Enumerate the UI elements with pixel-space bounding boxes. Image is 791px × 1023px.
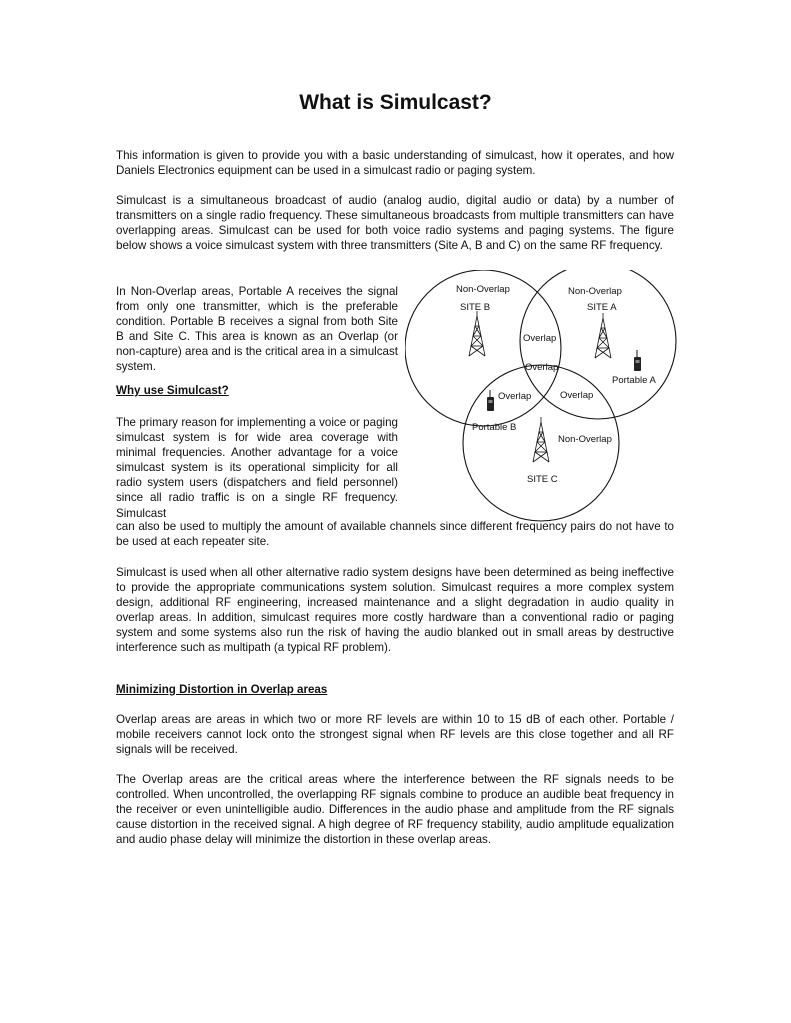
label-non-overlap-a: Non-Overlap bbox=[568, 286, 622, 297]
label-site-a: SITE A bbox=[587, 302, 617, 313]
portable-b-radio-icon bbox=[487, 390, 494, 411]
label-non-overlap-c: Non-Overlap bbox=[558, 434, 612, 445]
label-portable-a: Portable A bbox=[612, 375, 656, 386]
label-overlap-ac: Overlap bbox=[560, 390, 594, 401]
overlap-interference-paragraph: The Overlap areas are the critical areas where the interference between the RF signals needs to be controlled. When uncontrolled, the overlapping RF signals combine to produce an audible beat frequency in the receiver or even unintelligible audio. Differences in the audio phase and amplitude from the RF signals cause distortion in the received signal. A high degree of RF frequency stability, audio amplitude equalization and audio phase delay will minimize the distortion in these overlap areas. bbox=[116, 773, 674, 847]
label-overlap-ab: Overlap bbox=[523, 333, 557, 344]
site-a-tower-icon bbox=[595, 313, 611, 358]
why-simulcast-paragraph-continued: can also be used to multiply the amount of available channels since different frequency pairs do not have to be used at each repeater site. bbox=[116, 520, 674, 549]
label-overlap-center: Overlap bbox=[525, 362, 559, 373]
label-non-overlap-b: Non-Overlap bbox=[456, 284, 510, 295]
site-c-tower-icon bbox=[533, 417, 549, 462]
simulcast-definition-paragraph: Simulcast is a simultaneous broadcast of audio (analog audio, digital audio or data) by a number of transmitters on a single radio frequency. These simultaneous broadcasts from multiple transmitters can have overlapping areas. Simulcast can be used for both voice radio systems and paging systems. The figure below shows a voice simulcast system with three transmitters (Site A, B and C) on the same RF frequency. bbox=[116, 194, 674, 253]
heading-minimizing-distortion: Minimizing Distortion in Overlap areas bbox=[116, 683, 328, 696]
label-site-c: SITE C bbox=[527, 474, 558, 485]
why-simulcast-paragraph: The primary reason for implementing a voice or paging simulcast system is for wide area coverage with minimal frequencies. Another advantage for a voice simulcast system is its operational simplicity for all radio system users (dispatchers and field personnel) since all radio traffic is on a single RF frequency. Simulcast bbox=[116, 416, 398, 520]
overlap-explanation-paragraph: In Non-Overlap areas, Portable A receives the signal from only one transmitter, which is the preferable condition. Portable B receives a signal from both Site B and Site C. This area is known as an Overlap (or non-capture) area and is the critical area in a simulcast system. bbox=[116, 285, 398, 374]
page-title: What is Simulcast? bbox=[299, 91, 492, 114]
simulcast-tradeoffs-paragraph: Simulcast is used when all other alternative radio system designs have been determined as being ineffective to provide the appropriate communications system solution. Simulcast requires a more complex system design, additional RF engineering, increased maintenance and a slight degradation in audio quality in overlap areas. In addition, simulcast requires more costly hardware than a conventional radio or paging system and some systems also run the risk of having the audio blanked out in small areas by destructive interference such as multipath (a typical RF problem). bbox=[116, 566, 674, 655]
intro-paragraph: This information is given to provide you with a basic understanding of simulcast, how it operates, and how Daniels Electronics equipment can be used in a simulcast radio or paging system. bbox=[116, 149, 674, 178]
label-overlap-bc: Overlap bbox=[498, 391, 532, 402]
simulcast-coverage-diagram bbox=[405, 270, 685, 530]
site-b-tower-icon bbox=[469, 311, 485, 356]
portable-a-radio-icon bbox=[634, 350, 641, 371]
overlap-areas-paragraph: Overlap areas are areas in which two or more RF levels are within 10 to 15 dB of each other. Portable / mobile receivers cannot lock onto the strongest signal when RF levels are this close together and all RF signals will be received. bbox=[116, 713, 674, 757]
label-site-b: SITE B bbox=[460, 302, 491, 313]
heading-why-use-simulcast: Why use Simulcast? bbox=[116, 384, 229, 397]
label-portable-b: Portable B bbox=[472, 422, 517, 433]
